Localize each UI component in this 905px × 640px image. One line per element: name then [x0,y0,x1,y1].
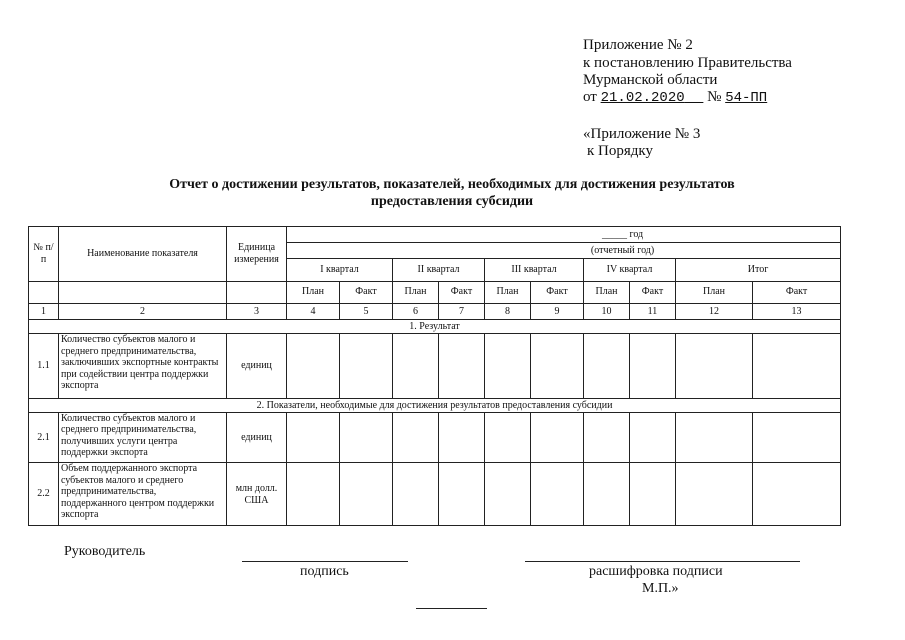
header-fact: Факт [439,281,485,303]
previous-appendix-line-1: «Приложение № 3 [583,126,701,142]
header-reporting-year: (отчетный год) [287,243,841,259]
row-unit: млн долл. США [227,463,287,526]
table-row [29,334,841,399]
header-q1: I квартал [287,259,393,281]
section-1-header: 1. Результат [29,319,841,333]
col-number: 12 [676,303,753,319]
number-prefix: № [707,89,722,105]
appendix-line-1: Приложение № 2 [583,37,693,53]
col-number: 3 [227,303,287,319]
appendix-date-line [583,87,767,108]
appendix-number: 54-ПП [725,90,768,106]
row-num: 2.1 [29,412,59,463]
decoding-line [525,561,800,562]
header-year: _____ год [287,227,841,243]
decoding-caption: расшифровка подписи [589,564,723,579]
col-number: 6 [393,303,439,319]
header-plan: План [676,281,753,303]
col-number: 13 [753,303,841,319]
header-name: Наименование показателя [59,227,227,282]
header-q4: IV квартал [584,259,676,281]
header-fact: Факт [753,281,841,303]
col-number: 1 [29,303,59,319]
row-unit: единиц [227,334,287,399]
signature-line [242,561,408,562]
stamp-label: М.П.» [642,581,679,596]
section-2-header: 2. Показатели, необходимые для достижения результатов предоставления субсидии [29,398,841,412]
header-plan: План [584,281,630,303]
table-row [29,412,841,463]
header-q3: III квартал [485,259,584,281]
report-title-line-2: предоставления субсидии [370,194,534,209]
date-prefix: от [583,89,597,105]
col-number: 10 [584,303,630,319]
table-row [29,463,841,526]
previous-appendix-line-2: к Порядку [587,143,653,159]
col-number: 11 [630,303,676,319]
head-label: Руководитель [64,544,146,559]
header-q2: II квартал [393,259,485,281]
row-unit: единиц [227,412,287,463]
col-number: 4 [287,303,340,319]
col-number: 5 [340,303,393,319]
header-fact: Факт [531,281,584,303]
header-unit: Единица измерения [227,227,287,282]
col-number: 2 [59,303,227,319]
header-fact: Факт [340,281,393,303]
row-num: 1.1 [29,334,59,399]
header-plan: План [485,281,531,303]
row-name: Объем поддержанного экспорта субъектов малого и среднего предпринимательства, поддержанного центром поддержки экспорта [59,463,227,526]
header-total: Итог [676,259,841,281]
separator-line [416,608,487,609]
row-name: Количество субъектов малого и среднего предпринимательства, получивших услуги центра поддержки экспорта [59,412,227,463]
col-number: 8 [485,303,531,319]
row-name: Количество субъектов малого и среднего предпринимательства, заключивших экспортные контракты при содействии центра поддержки экспорта [59,334,227,399]
report-table [28,226,841,526]
header-num: № п/п [29,227,59,282]
report-title [60,176,844,210]
appendix-line-3: Мурманской области [583,72,718,88]
header-plan: План [393,281,439,303]
appendix-line-2: к постановлению Правительства [583,55,792,71]
col-number: 7 [439,303,485,319]
row-num: 2.2 [29,463,59,526]
signature-caption: подпись [300,564,349,579]
header-fact: Факт [630,281,676,303]
column-number-row [29,303,841,319]
header-plan: План [287,281,340,303]
appendix-date: 21.02.2020 [600,90,685,106]
report-title-line-1: Отчет о достижении результатов, показателей, необходимых для достижения результатов [169,177,735,192]
col-number: 9 [531,303,584,319]
